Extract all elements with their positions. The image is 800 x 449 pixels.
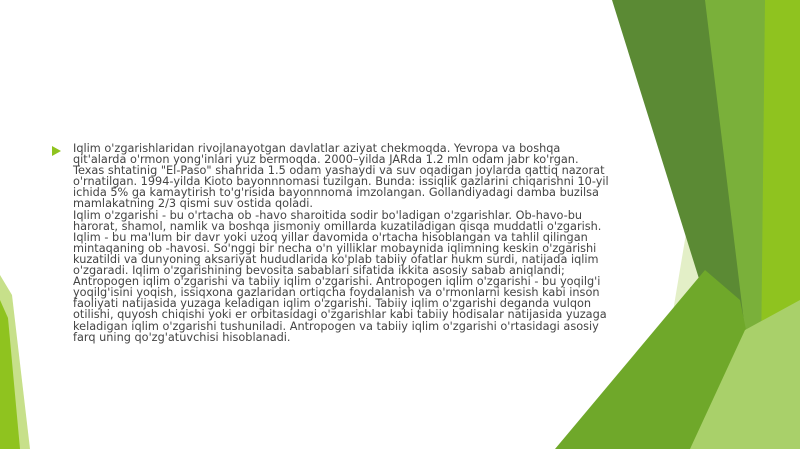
paragraph-2: Iqlim o'zgarishi - bu o'rtacha ob -havo sharoitida sodir bo'ladigan o'zgarishlar. Ob-havo-bu harorat, shamol, namlik va boshqa jismoniy omillarda kuzatiladigan qisqa muddatli o'zgarish. Iqlim - bu ma'lum bir davr yoki uzoq yillar davomida o'rtacha hisoblangan va tahlil qilingan mintaqaning ob -havosi. So'nggi bir necha o'n yilliklar mobaynida iqlimning keskin o'zgarishi kuzatildi va dunyoning aksariyat hududlarida ko'plab tabiiy ofatlar hukm surdi, natijada iqlim o'zgaradi. Iqlim o'zgarishining bevosita sabablari sifatida ikkita asosiy sabab aniqlandi; Antropogen iqlim o'zgarishi va tabiiy iqlim o'zgarishi. Antropogen iqlim o'zgarishi - bu yoqilg'i yoqilg'isini yoqish, issiqxona gazlaridan ortiqcha foydalanish va o'rmonlarni kesish kabi inson faoliyati natijasida yuzaga keladigan iqlim o'zgarishi. Tabiiy iqlim o'zgarishi deganda vulqon otilishi, quyosh chiqishi yoki er orbitasidagi o'zgarishlar kabi tabiiy hodisalar natijasida yuzaga keladigan iqlim o'zgarishi tushuniladi. Antropogen va tabiiy iqlim o'zgarishi o'rtasidagi asosiy farq uning qo'zg'atuvchisi hisoblanadi.	[73, 208, 607, 344]
slide-content	[52, 143, 612, 343]
body-text	[73, 143, 612, 343]
bullet-triangle-icon	[52, 146, 61, 156]
paragraph-1: Iqlim o'zgarishlaridan rivojlanayotgan davlatlar aziyat chekmoqda. Yevropa va boshqa qit'alarda o'rmon yong'inlari yuz bermoqda. 2000–yilda JARda 1.2 mln odam jabr ko'rgan. Texas shtatinig "El-Paso" shahrida 1.5 odam yashaydi va suv oqadigan joylarda qattiq nazorat o'rnatilgan. 1994-yilda Kioto bayonnnomasi tuzilgan. Bunda: issiqlik gazlarini chiqarishni 10-yil ichida 5% ga kamaytirish to'g'risida bayonnnoma imzolangan. Gollandiyadagi damba buzilsa mamlakatning 2/3 qismi suv ostida qoladi.	[73, 142, 609, 211]
